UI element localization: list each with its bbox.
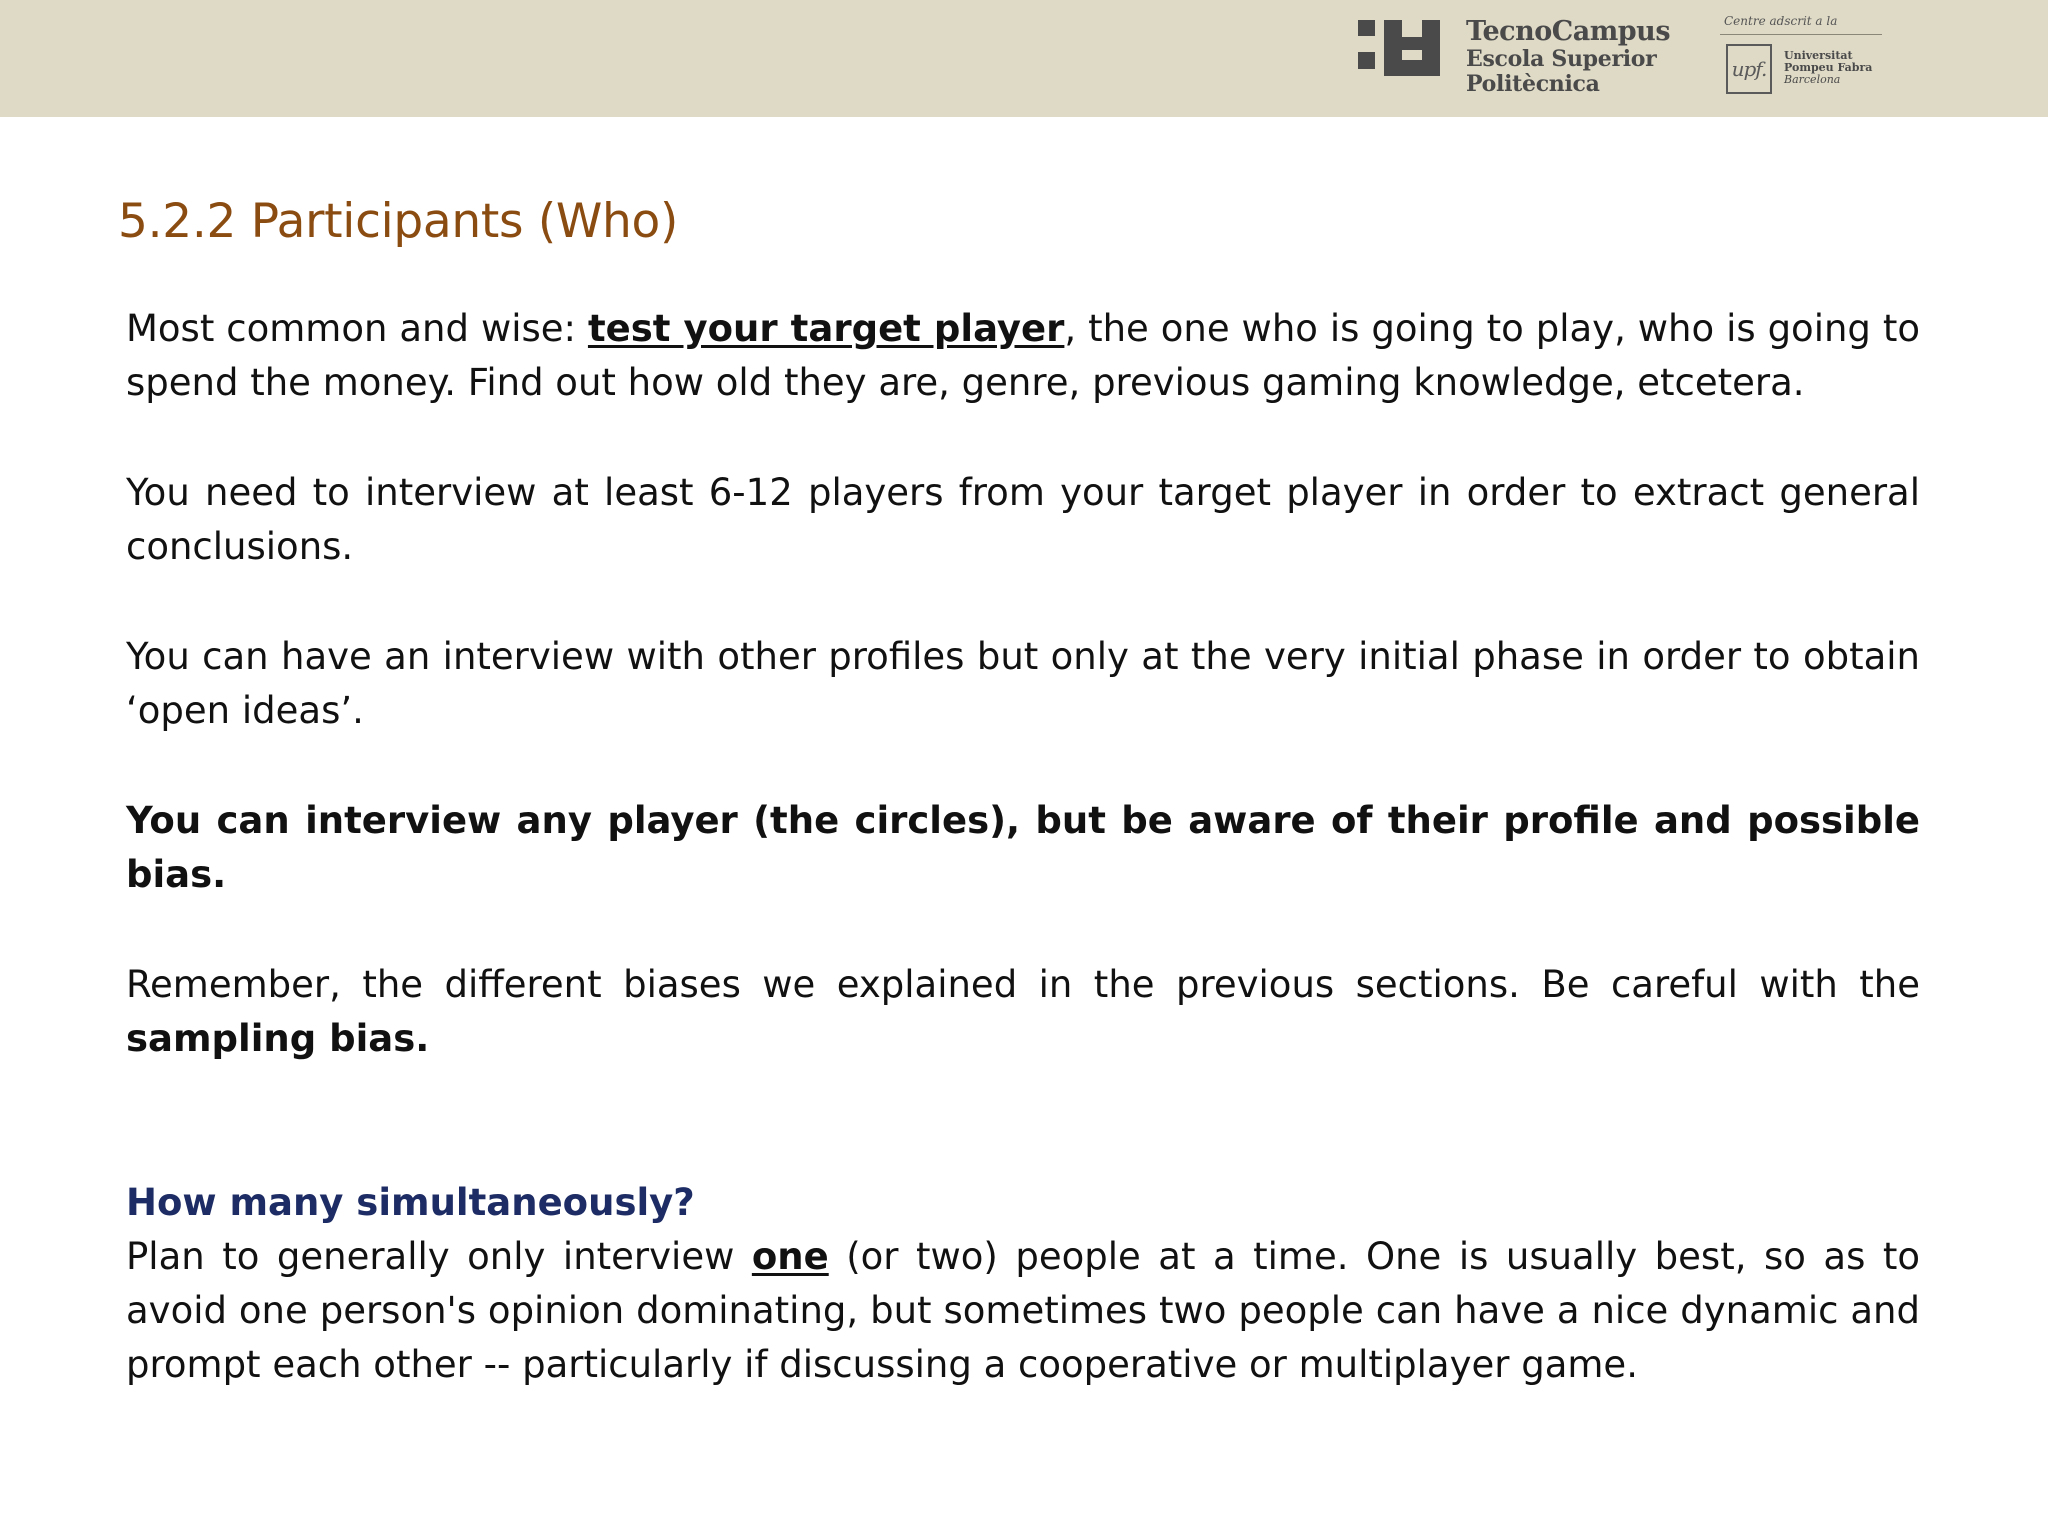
section-emphasis: one [751, 1235, 829, 1278]
upf-names [1784, 50, 1872, 86]
p1-before: Most common and wise: [126, 307, 588, 350]
p1-after: , the one who is going to play, who is going to spend the money. Find out how old they are, genre, previous gaming knowledge, etcetera. [126, 307, 1920, 404]
upf-divider [1720, 34, 1882, 35]
p5-before: Remember, the different biases we explained in the previous sections. Be careful with the [126, 963, 1920, 1006]
tecnocampus-sub2: Politècnica [1466, 71, 1600, 97]
paragraph-target-player [126, 302, 1920, 410]
tecnocampus-mark-icon [1358, 20, 1440, 76]
slide-title: 5.2.2 Participants (Who) [118, 194, 679, 249]
tecnocampus-brand: TecnoCampus [1466, 16, 1671, 47]
paragraph-other-profiles: You can have an interview with other profiles but only at the very initial phase in order to obtain ‘open ideas’. [126, 635, 1920, 732]
paragraph-simultaneous [126, 1230, 1920, 1392]
slide-body [126, 302, 1920, 1392]
section-heading: How many simultaneously? [126, 1181, 695, 1224]
tecnocampus-wordmark [1466, 18, 1670, 95]
section-after: (or two) people at a time. One is usually best, so as to avoid one person's opinion dominating, but sometimes two people can have a nice dynamic and prompt each other -- particularly if discussing a cooperative or multiplayer game. [126, 1235, 1920, 1386]
paragraph-sample-size: You need to interview at least 6-12 players from your target player in order to extract general conclusions. [126, 471, 1920, 568]
tecnocampus-sub1: Escola Superior [1466, 46, 1657, 72]
upf-line-2: Pompeu Fabra [1784, 61, 1873, 75]
upf-logo [1720, 12, 1890, 102]
upf-mark-icon: upf. [1726, 44, 1772, 94]
upf-line-1: Universitat [1784, 49, 1853, 62]
upf-line-3: Barcelona [1784, 73, 1841, 87]
paragraph-any-player: You can interview any player (the circles), but be aware of their profile and possible bias. [126, 799, 1920, 896]
upf-caption: Centre adscrit a la [1724, 14, 1838, 28]
section-before: Plan to generally only interview [126, 1235, 752, 1278]
p1-emphasis: test your target player [587, 307, 1065, 350]
paragraph-biases [126, 958, 1920, 1066]
p5-emphasis: sampling bias. [126, 1017, 430, 1060]
